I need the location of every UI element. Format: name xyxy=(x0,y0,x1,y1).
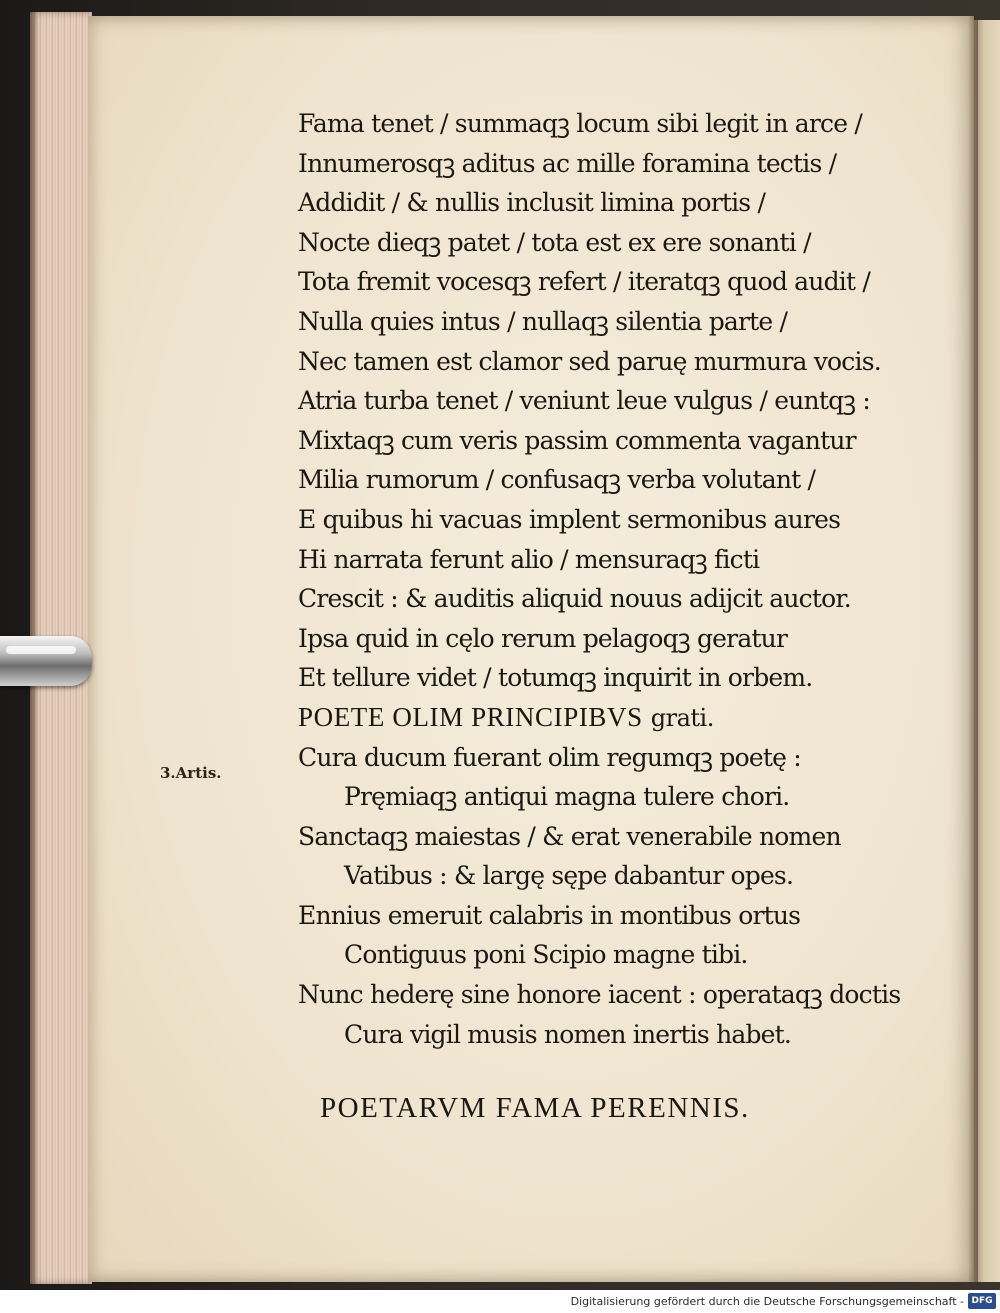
text-line: Fama tenet / summaqꝫ locum sibi legit in arce / xyxy=(298,109,863,138)
closing-heading: POETARVM FAMA PERENNIS. xyxy=(320,1092,750,1124)
verse-line: Ennius emeruit calabris in montibus ortus xyxy=(298,900,801,930)
text-line: Nec tamen est clamor sed paruę murmura vocis. xyxy=(298,346,881,376)
verse-line: Pręmiaqꝫ antiqui magna tulere chori. xyxy=(344,782,790,812)
page-clip xyxy=(0,636,92,686)
text-line: Addidit / & nullis inclusit limina portis / xyxy=(298,188,766,218)
footer-bar xyxy=(0,1290,1000,1313)
verse-line: Contiguus poni Scipio magne tibi. xyxy=(344,940,748,970)
gutter-shadow xyxy=(968,16,978,1282)
text-line: Innumerosqꝫ aditus ac mille foramina tectis / xyxy=(298,148,837,178)
verse-line: Sanctaqꝫ maiestas / & erat venerabile nomen xyxy=(298,821,841,851)
text-line: Milia rumorum / confusaqꝫ verba volutant / xyxy=(298,465,816,495)
marginal-note: 3.Artis. xyxy=(160,764,222,782)
text-line: Et tellure videt / totumqꝫ inquirit in orbem. xyxy=(298,663,813,693)
section-heading-tail: grati. xyxy=(650,703,714,732)
section-heading xyxy=(298,698,898,738)
verse-line: Vatibus : & largę sępe dabantur opes. xyxy=(344,861,794,891)
funding-credit: Digitalisierung gefördert durch die Deutsche Forschungsgemeinschaft - xyxy=(570,1295,964,1308)
text-line: Hi narrata ferunt alio / mensuraqꝫ ficti xyxy=(298,544,760,574)
verse-line: Cura vigil musis nomen inertis habet. xyxy=(344,1019,792,1049)
text-line: Nocte dieqꝫ patet / tota est ex ere sonanti / xyxy=(298,227,811,257)
text-line: Crescit : & auditis aliquid nouus adijcit auctor. xyxy=(298,584,851,614)
text-line: Nulla quies intus / nullaqꝫ silentia parte / xyxy=(298,306,788,336)
page-text xyxy=(298,104,901,1054)
dfg-logo: DFG xyxy=(968,1293,996,1309)
section-heading-caps: POETE OLIM PRINCIPIBVS xyxy=(298,701,643,732)
text-line: Ipsa quid in cęlo rerum pelagoqꝫ geratur xyxy=(298,623,788,653)
text-line: Mixtaqꝫ cum veris passim commenta vagantur xyxy=(298,425,856,455)
verse-line: Cura ducum fuerant olim regumqꝫ poetę : xyxy=(298,742,801,772)
text-line: Atria turba tenet / veniunt leue vulgus / euntqꝫ : xyxy=(298,386,871,416)
text-line: E quibus hi vacuas implent sermonibus aures xyxy=(298,504,841,534)
text-line: Tota fremit vocesqꝫ refert / iteratqꝫ quod audit / xyxy=(298,267,871,297)
verse-line: Nunc hederę sine honore iacent : operataqꝫ doctis xyxy=(298,980,901,1010)
